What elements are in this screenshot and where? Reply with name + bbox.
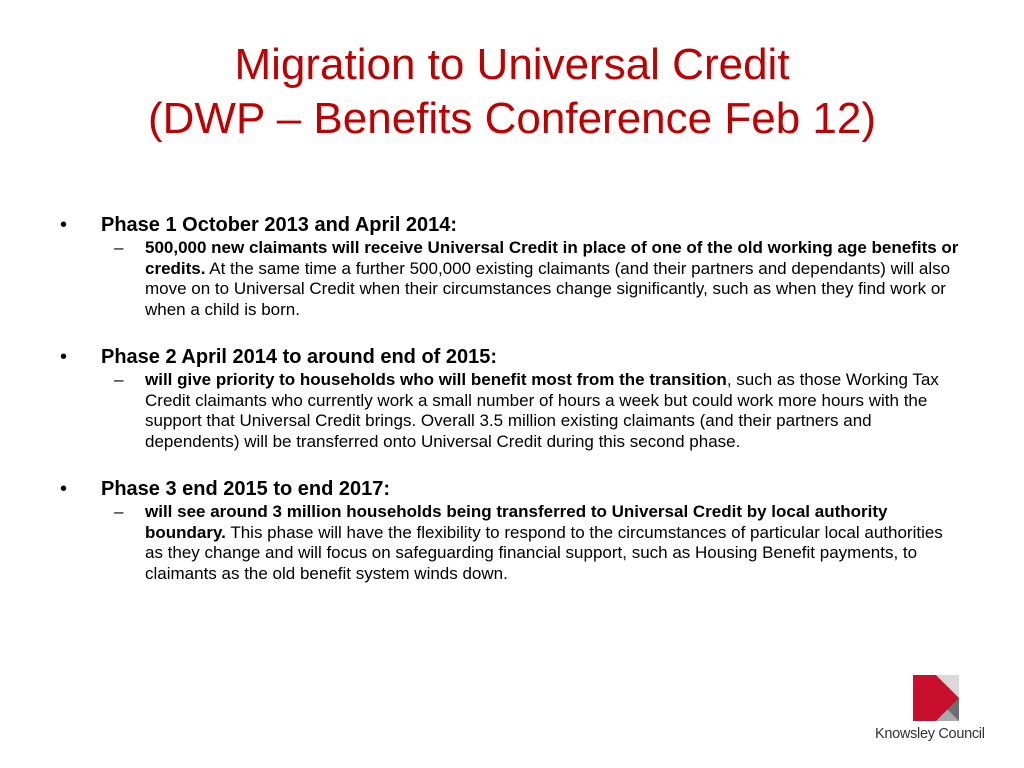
bullet-icon: •	[60, 346, 68, 368]
phase-2	[60, 344, 965, 452]
dash-icon: –	[114, 238, 124, 257]
logo-text: Knowsley Council	[875, 726, 985, 742]
phase-3-heading-row	[60, 476, 965, 502]
dash-icon: –	[114, 502, 124, 521]
slide-title-line-1: Migration to Universal Credit	[234, 40, 790, 89]
phase-2-detail-bold: will give priority to households who will benefit most from the transition	[145, 370, 727, 389]
dash-icon: –	[114, 370, 124, 389]
slide-title	[0, 38, 1024, 146]
phase-1-detail	[60, 238, 965, 320]
phase-3-detail-text: This phase will have the flexibility to respond to the circumstances of particular local authorities as they change and will focus on safeguarding financial support, such as Housing Benefit payments, to claimants as the old benefit system winds down.	[145, 522, 943, 583]
phase-1-heading: Phase 1 October 2013 and April 2014:	[101, 214, 458, 236]
phase-3-detail	[60, 502, 965, 584]
phase-3-heading: Phase 3 end 2015 to end 2017:	[101, 478, 391, 500]
bullet-icon: •	[60, 214, 68, 236]
phase-1-heading-row	[60, 212, 965, 238]
slide-title-line-2: (DWP – Benefits Conference Feb 12)	[148, 94, 876, 143]
phase-3-detail-bold: will see around 3 million households being transferred to Universal Credit by local authority boundary.	[145, 502, 888, 542]
bullet-icon: •	[60, 478, 68, 500]
phase-2-detail-text: , such as those Working Tax Credit claimants who currently work a small number of hours a week but could work more hours with the support that Universal Credit brings. Overall 3.5 million existing claimants (and their partners and dependents) will be transferred onto Universal Credit during this second phase.	[145, 370, 939, 451]
phase-1-detail-bold: 500,000 new claimants will receive Universal Credit in place of one of the old working age benefits or credits.	[145, 238, 959, 278]
phase-1-detail-text: At the same time a further 500,000 existing claimants (and their partners and dependants) will also move on to Universal Credit when their circumstances change significantly, such as when they find work or when a child is born.	[145, 258, 951, 319]
slide-content	[60, 212, 965, 608]
phase-2-heading-row	[60, 344, 965, 370]
phase-2-detail	[60, 370, 965, 452]
knowsley-council-logo	[870, 674, 1010, 754]
phase-1	[60, 212, 965, 320]
phase-3	[60, 476, 965, 584]
knowsley-logo-mark-icon	[913, 675, 959, 721]
phase-2-heading: Phase 2 April 2014 to around end of 2015:	[101, 346, 498, 368]
